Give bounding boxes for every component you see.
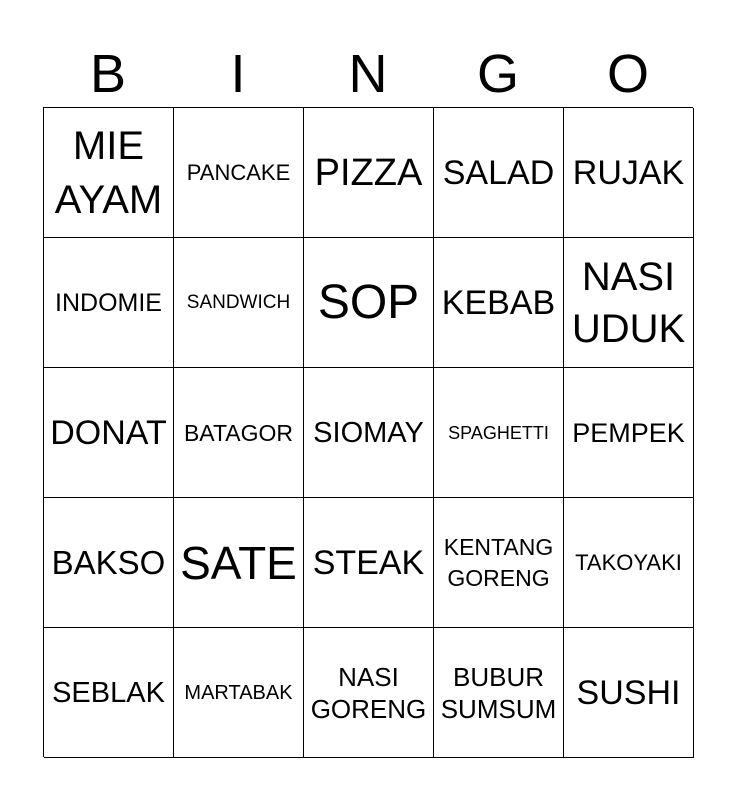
bingo-cell	[174, 238, 304, 368]
bingo-cell	[304, 108, 434, 238]
bingo-cell	[44, 368, 174, 498]
bingo-board	[43, 107, 693, 757]
bingo-cell	[304, 498, 434, 628]
cell-label: BATAGOR	[183, 419, 294, 446]
bingo-cell	[174, 628, 304, 758]
cell-label: SEBLAK	[52, 676, 165, 709]
cell-label: MIE AYAM	[54, 123, 163, 222]
bingo-cell	[44, 498, 174, 628]
cell-label: BUBUR SUMSUM	[440, 661, 557, 724]
header-letter-o: O	[606, 44, 649, 104]
cell-label: SPAGHETTI	[448, 422, 549, 443]
bingo-cell	[174, 108, 304, 238]
cell-label: TAKOYAKI	[575, 549, 682, 575]
bingo-cell	[564, 628, 694, 758]
bingo-cell	[174, 368, 304, 498]
cell-label: KEBAB	[441, 283, 556, 322]
bingo-cell	[564, 368, 694, 498]
cell-label: DONAT	[50, 413, 167, 452]
cell-label: NASI UDUK	[571, 254, 686, 351]
cell-label: SATE	[180, 536, 297, 589]
bingo-cell	[434, 498, 564, 628]
bingo-cell	[434, 628, 564, 758]
cell-label: PANCAKE	[186, 159, 291, 185]
bingo-cell	[304, 238, 434, 368]
cell-label: SANDWICH	[186, 291, 291, 313]
bingo-cell	[44, 628, 174, 758]
cell-label: PEMPEK	[572, 417, 685, 448]
header-letter-i: I	[230, 44, 246, 104]
bingo-cell	[304, 368, 434, 498]
cell-label: BAKSO	[51, 543, 166, 581]
cell-label: INDOMIE	[55, 288, 162, 317]
bingo-cell	[434, 368, 564, 498]
bingo-cell	[564, 108, 694, 238]
bingo-cell	[564, 498, 694, 628]
cell-label: KENTANG GORENG	[443, 533, 554, 591]
cell-label: RUJAK	[572, 153, 685, 192]
bingo-cell	[434, 108, 564, 238]
bingo-header	[43, 40, 693, 108]
cell-label: PIZZA	[314, 151, 423, 194]
cell-label: NASI GORENG	[310, 661, 427, 724]
bingo-cell	[304, 628, 434, 758]
cell-label: SIOMAY	[313, 416, 424, 449]
cell-label: SALAD	[442, 153, 555, 192]
bingo-cell	[434, 238, 564, 368]
cell-label: MARTABAK	[184, 681, 293, 704]
header-letter-b: B	[89, 44, 127, 104]
cell-label: STEAK	[312, 543, 425, 582]
cell-label: SUSHI	[576, 673, 681, 712]
cell-label: SOP	[317, 275, 420, 329]
bingo-cell	[44, 238, 174, 368]
bingo-cell	[44, 108, 174, 238]
header-letter-g: G	[476, 44, 519, 104]
bingo-cell	[174, 498, 304, 628]
header-letter-n: N	[348, 44, 388, 104]
bingo-cell	[564, 238, 694, 368]
